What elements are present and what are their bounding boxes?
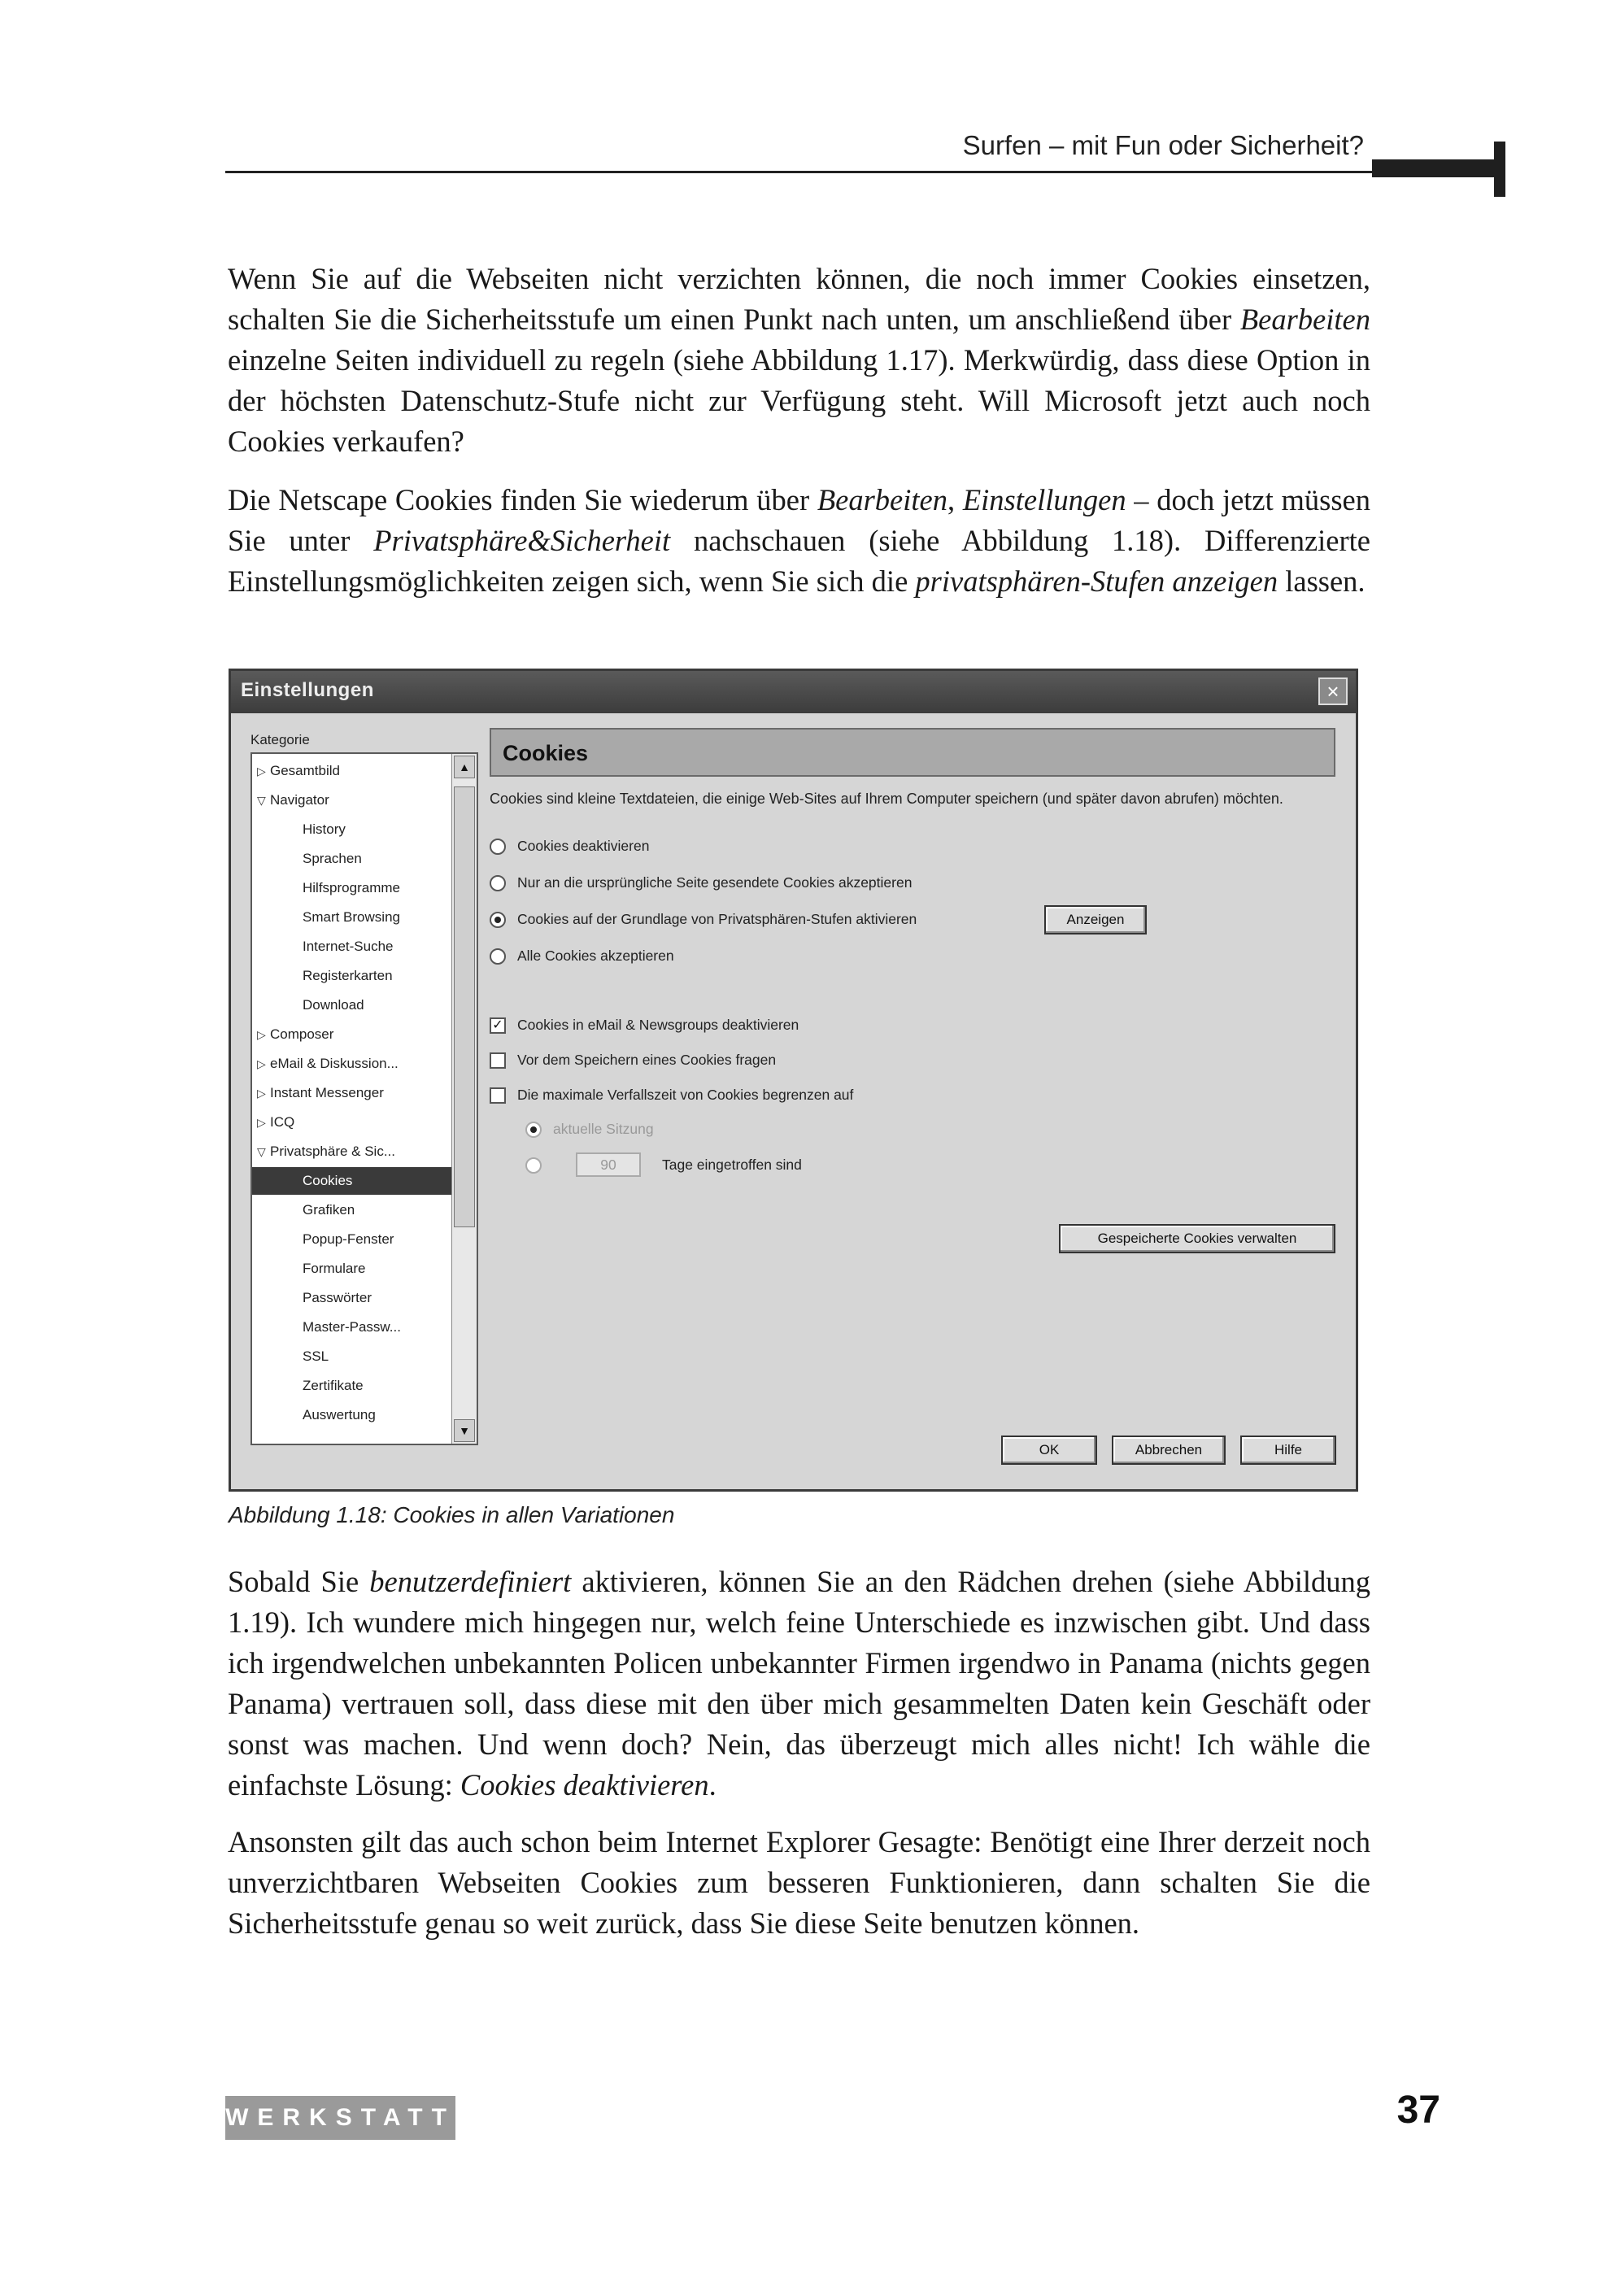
tree-item-label: Navigator <box>270 792 329 808</box>
tree-item-label: Download <box>303 997 364 1013</box>
pane-title: Cookies <box>503 741 589 765</box>
werkstatt-logo: WERKSTATT <box>225 2096 455 2140</box>
collapsed-icon[interactable]: ▷ <box>257 1116 266 1129</box>
tree-item-label: Sprachen <box>303 851 362 866</box>
body-paragraph-1: Wenn Sie auf die Webseiten nicht verzichten können, die noch immer Cookies einsetzen, schalten Sie die Sicherheitsstufe um einen Punkt nach unten, um anschließend über Bearbeiten einzelne Seiten individuell zu regeln (siehe Abbildung 1.17). Merkwürdig, dass diese Option in der höchsten Datenschutz-Stufe nicht zur Verfügung steht. Will Microsoft jetzt auch noch Cookies verkaufen? <box>228 262 1370 458</box>
radio-cookies-disable[interactable]: Cookies deaktivieren <box>490 834 649 858</box>
figure-caption: Abbildung 1.18: Cookies in allen Variationen <box>229 1502 675 1527</box>
tree-item[interactable] <box>252 933 478 961</box>
manage-cookies-button[interactable]: Gespeicherte Cookies verwalten <box>1059 1224 1335 1253</box>
header-rule <box>225 171 1372 173</box>
cookies-description: Cookies sind kleine Textdateien, die einige Web-Sites auf Ihrem Computer speichern (und später davon abrufen) möchten. <box>490 791 1283 807</box>
tree-item[interactable] <box>252 1372 478 1400</box>
tree-item-label: Instant Messenger <box>270 1085 384 1100</box>
tree-item[interactable] <box>252 1109 457 1136</box>
tree-item-label: Smart Browsing <box>303 909 400 925</box>
pane-header <box>490 728 1335 777</box>
check-limit-lifetime[interactable]: Die maximale Verfallszeit von Cookies begrenzen auf <box>490 1083 853 1107</box>
tree-item[interactable] <box>252 1314 478 1341</box>
tree-item[interactable] <box>252 1401 478 1429</box>
cancel-button[interactable]: Abbrechen <box>1112 1436 1226 1465</box>
tree-item-label: History <box>303 821 346 837</box>
check-ask-before-store[interactable]: Vor dem Speichern eines Cookies fragen <box>490 1048 776 1072</box>
expanded-icon[interactable]: ▽ <box>257 1145 266 1158</box>
scroll-thumb[interactable] <box>454 786 475 1227</box>
radio-button[interactable] <box>490 875 506 891</box>
tree-item[interactable] <box>252 816 478 843</box>
tree-item-label: ICQ <box>270 1114 295 1130</box>
collapsed-icon[interactable]: ▷ <box>257 1028 266 1041</box>
tree-item-label: Registerkarten <box>303 968 393 983</box>
tree-item-label: Grafiken <box>303 1202 355 1218</box>
tree-item[interactable] <box>252 1226 478 1253</box>
tree-item[interactable] <box>252 786 457 814</box>
category-label: Kategorie <box>250 732 310 747</box>
radio-cookies-origin-only[interactable]: Nur an die ursprüngliche Seite gesendete Cookies akzeptieren <box>490 870 912 895</box>
tree-item-label: Formulare <box>303 1261 366 1276</box>
radio-current-session[interactable]: aktuelle Sitzung <box>525 1117 654 1141</box>
checkbox-checked[interactable]: ✓ <box>490 1017 506 1034</box>
tree-item[interactable] <box>252 1167 478 1195</box>
days-label: Tage eingetroffen sind <box>662 1157 802 1173</box>
radio-cookies-privacy-levels[interactable]: Cookies auf der Grundlage von Privatsphären-Stufen aktivieren <box>490 907 917 931</box>
checkbox[interactable] <box>490 1052 506 1069</box>
dialog-title: Einstellungen <box>241 679 374 701</box>
tree-item[interactable] <box>252 757 457 785</box>
tree-item-label: Auswertung <box>303 1407 376 1422</box>
tree-item[interactable] <box>252 962 478 990</box>
page-number: 37 <box>1396 2089 1440 2132</box>
close-icon[interactable]: × <box>1318 677 1348 705</box>
scroll-down-icon[interactable]: ▼ <box>454 1419 475 1442</box>
tree-item-label: Passwörter <box>303 1290 372 1305</box>
tree-item[interactable] <box>252 1255 478 1283</box>
running-header <box>225 130 1364 179</box>
dialog-titlebar <box>231 671 1356 713</box>
body-paragraph-3: Sobald Sie benutzerdefiniert aktivieren, können Sie an den Rädchen drehen (siehe Abbildung 1.19). Ich wundere mich hingegen nur, welch feine Unterschiede es inzwischen gibt. Und dass ich irgendwelchen unbekannten Policen unbekannter Firmen irgendwo in Panama (nichts gegen Panama) vertrauen soll, dass diese mit den über mich gesammelten Daten kein Geschäft oder sonst was machen. Und wenn doch? Nein, das überzeugt mich alles nicht! Ich wähle die einfachste Lösung: Cookies deaktivieren. <box>228 1565 1370 1802</box>
radio-button-disabled[interactable] <box>525 1157 542 1174</box>
collapsed-icon[interactable]: ▷ <box>257 1057 266 1070</box>
tree-item[interactable] <box>252 1196 478 1224</box>
radio-days[interactable] <box>525 1152 553 1177</box>
tree-item-label: Cookies <box>303 1173 353 1188</box>
header-tab-end <box>1494 142 1505 197</box>
tree-item[interactable] <box>252 845 478 873</box>
show-button[interactable]: Anzeigen <box>1044 905 1147 935</box>
radio-button[interactable] <box>490 839 506 855</box>
body-paragraph-2: Die Netscape Cookies finden Sie wiederum über Bearbeiten, Einstellungen – doch jetzt müssen Sie unter Privatsphäre&Sicherheit nachschauen (siehe Abbildung 1.18). Differenzierte Einstellungsmöglichkeiten zeigen sich, wenn Sie sich die privatsphären-Stufen anzeigen lassen. <box>228 483 1370 598</box>
help-button[interactable]: Hilfe <box>1240 1436 1336 1465</box>
category-tree[interactable] <box>250 752 478 1445</box>
tree-item[interactable] <box>252 1021 457 1048</box>
tree-item[interactable] <box>252 874 478 902</box>
radio-button-selected[interactable] <box>490 912 506 928</box>
expanded-icon[interactable]: ▽ <box>257 794 266 807</box>
tree-scrollbar[interactable] <box>451 754 477 1444</box>
days-input[interactable]: 90 <box>576 1152 641 1177</box>
tree-item-label: Composer <box>270 1026 334 1042</box>
tree-item-label: Zertifikate <box>303 1378 364 1393</box>
running-title: Surfen – mit Fun oder Sicherheit? <box>962 130 1364 160</box>
checkbox[interactable] <box>490 1087 506 1104</box>
tree-item-label: Hilfsprogramme <box>303 880 400 895</box>
tree-item[interactable] <box>252 904 478 931</box>
radio-button[interactable] <box>490 948 506 965</box>
collapsed-icon[interactable]: ▷ <box>257 1087 266 1100</box>
tree-item-label: Privatsphäre & Sic... <box>270 1144 396 1159</box>
tree-item-label: SSL <box>303 1348 329 1364</box>
radio-button-disabled[interactable] <box>525 1122 542 1138</box>
collapsed-icon[interactable]: ▷ <box>257 765 266 778</box>
ok-button[interactable]: OK <box>1001 1436 1097 1465</box>
body-paragraph-4: Ansonsten gilt das auch schon beim Internet Explorer Gesagte: Benötigt eine Ihrer derzeit noch unverzichtbaren Webseiten Cookies zum besseren Funktionieren, dann schalten Sie die Sicherheitsstufe genau so weit zurück, dass Sie diese Seite benutzen können. <box>228 1825 1370 1940</box>
check-mail-cookies[interactable]: ✓ Cookies in eMail & Newsgroups deaktivieren <box>490 1013 799 1037</box>
tree-item[interactable] <box>252 991 478 1019</box>
tree-item[interactable] <box>252 1050 457 1078</box>
tree-item-label: Popup-Fenster <box>303 1231 394 1247</box>
settings-dialog-screenshot <box>229 669 1358 1492</box>
tree-item-label: eMail & Diskussion... <box>270 1056 399 1071</box>
tree-item[interactable] <box>252 1079 457 1107</box>
radio-cookies-accept-all[interactable]: Alle Cookies akzeptieren <box>490 943 674 968</box>
tree-item[interactable] <box>252 1284 478 1312</box>
tree-item-label: Internet-Suche <box>303 939 394 954</box>
scroll-up-icon[interactable]: ▲ <box>454 756 475 778</box>
tree-item[interactable] <box>252 1138 457 1165</box>
header-tab-bar <box>1372 159 1502 177</box>
tree-item[interactable] <box>252 1343 478 1370</box>
tree-item-label: Gesamtbild <box>270 763 340 778</box>
tree-item-label: Master-Passw... <box>303 1319 401 1335</box>
